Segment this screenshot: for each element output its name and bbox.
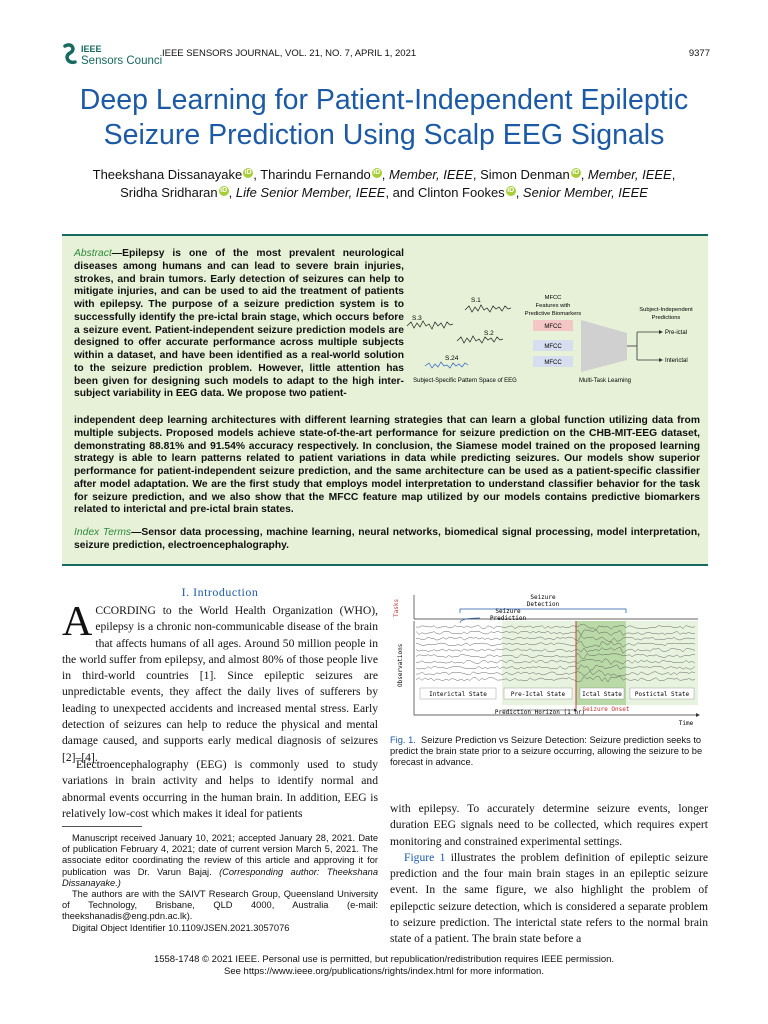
label-seizure-prediction-1: Seizure [495,608,521,615]
author-1: Theekshana Dissanayake [92,167,243,182]
footnote-doi: Digital Object Identifier 10.1109/JSEN.2021.3057076 [72,922,290,933]
axis-time: Time [678,720,694,727]
eeg-trace-s3 [407,321,453,329]
abstract-text-1: —Epilepsy is one of the most prevalent neurological diseases among humans and can lead to severe brain injuries, strokes, and brain tumors. Early detection of seizures can help to mitigate injuries, and can be used to aid the treatment of patients with epilepsy. The purpose of a seizure prediction system is to successfully identify the pre-ictal brain stage, which occurs before a seizure event. Patient-independent seizure prediction models are designed to offer accurate performance across multiple subjects within a dataset, and have been identified as a real-world solution to the seizure prediction problem. However, little attention has been given for designing such models to adapt to the high inter-subject variability in EEG data. We propose two patient- [74,248,404,400]
predictions-title-1: Subject-Independent [639,307,693,313]
abstract-label: Abstract [74,248,112,259]
mfcc-title-2: Features with [535,303,571,309]
author-list: Theekshana Dissanayake iD , Tharindu Fernando iD , Member, IEEE, Simon Denman iD , Member, IEEE, Sridha Sridharan iD , Life Senior Member, IEEE, and Clinton Fookes iD , Senior Member, IEEE [92,167,676,200]
label-preictal: Pre-ictal [665,330,688,336]
intro-paragraph-2: Electroencephalography (EEG) is commonly used to study variations in brain activity and helps to identify normal and abnormal events occurring in the human brain. In addition, EEG is relatively low-cost which makes it ideal for patients [62,758,378,820]
label-interictal-state: Interictal State [429,691,487,698]
abstract-box [62,234,708,566]
caption-pattern-space: Subject-Specific Pattern Space of EEG [413,378,517,384]
page-footer [0,954,768,977]
figure-1-label[interactable]: Fig. 1. [390,735,416,745]
caption-multi-task: Multi-Task Learning [578,378,632,384]
journal-name: IEEE SENSORS JOURNAL, VOL. 21, NO. 7, APRIL 1, 2021 [162,48,417,59]
orcid-icon[interactable]: iD [507,186,515,194]
index-terms-text: —Sensor data processing, machine learning, neural networks, biomedical signal processing, model interpretation, seizure prediction, electroencephalography. [74,527,700,551]
mfcc-title-3: Predictive Biomarkers [524,311,582,317]
right-column-paragraph-1: with epilepsy. To accurately determine seizure events, longer duration EEG signals need to be collected, which requires expert monitoring and constrained experimental settings. [390,802,708,848]
label-preictal-state: Pre-Ictal State [510,691,566,698]
abstract-column-text [74,248,404,401]
multi-task-network [581,320,627,372]
footnote-manuscript: Manuscript received January 10, 2021; accepted January 28, 2021. Date of publication February 4, 2021; date of current version March 5, 2021. The associate editor coordinating the review of this article and approving it for publication was Dr. Varun Bajaj. (Corresponding author: Theekshana Dissanayake.) [62,833,379,888]
abstract-full-width-text: independent deep learning architectures with different learning strategies that can learn a global function utilizing data from multiple subjects. Proposed models achieve state-of-the-art performance for seizure prediction on the CHB-MIT-EEG dataset, demonstrating 88.81% and 91.54% accuracy respectively. In conclusion, the Siamese model trained on the proposed learning strategy is able to learn patterns related to patient variations in data while predicting seizures. Our models show superior performance for patient-independent seizure prediction, and the same architecture can be used as a patient-specific classifier after model adaptation. We are the first study that employs model interpretation to understand classifier behavior for the task for seizure prediction, and we also show that the MFCC feature map utilized by our models contains predictive biomarkers related to interictal and pre-ictal brain states. [74,415,700,516]
right-column-text [390,801,708,948]
orcid-icon[interactable]: iD [572,168,580,176]
author-2: Tharindu Fernando [260,167,371,182]
mfcc-title-1: MFCC [544,295,562,301]
author-4-role: Life Senior Member, IEEE [235,185,386,200]
graphical-abstract-figure [405,278,705,398]
mfcc-block-1-label: MFCC [544,324,562,330]
footnotes [62,833,378,934]
title-line-1: Deep Learning for Patient-Independent Epileptic [79,84,689,116]
right-column-paragraph-2: Figure 1 illustrates the problem definition of epileptic seizure prediction and the four main brain stages in an epileptic seizure event. In the same figure, we also highlight the problem of epilepctic seizure detection, which is considered a separate problem to seizure prediction. The interictal state refers to the normal brain state of a patient. The brain state before a [390,850,708,946]
index-terms [74,527,700,553]
orcid-icon[interactable]: iD [244,168,252,176]
ieee-sensors-council-logo [62,42,162,68]
figure-1-caption-text: Seizure Prediction vs Seizure Detection: Seizure prediction seeks to predict the brain state prior to a seizure occurring, allowing the seizure to be forecast in advance. [390,735,703,767]
axis-observations: Observations [397,643,404,687]
label-s1: S.1 [471,297,481,304]
paper-title [40,83,728,153]
index-terms-label: Index Terms [74,527,132,538]
mfcc-block-3-label: MFCC [544,360,562,366]
author-5-role: Senior Member, IEEE [522,185,648,200]
author-3: Simon Denman [480,167,570,182]
figure-1-caption [390,735,708,768]
label-interictal: Interictal [665,358,688,364]
label-seizure-onset: Seizure Onset [582,706,630,713]
figure-1 [390,591,708,731]
footer-rights-link: See https://www.ieee.org/publications/rights/index.html for more information. [224,965,544,977]
eeg-trace-s1 [465,305,511,312]
footer-copyright: 1558-1748 © 2021 IEEE. Personal use is permitted, but republication/redistribution requires IEEE permission. [153,954,615,965]
footnote-affiliation: The authors are with the SAIVT Research Group, Queensland University of Technology, Brisbane, QLD 4000, Australia (e-mail: theekshanadis@eng.pdn.ac.lk). [62,889,378,922]
corresponding-author: (Corresponding author: Theekshana Dissanayake.) [62,866,379,888]
label-ictal-state: Ictal State [582,691,622,698]
drop-cap: A [62,599,93,645]
label-s24: S.24 [445,355,459,362]
label-seizure-detection-2: Detection [526,601,560,608]
axis-tasks: Tasks [393,598,400,617]
title-line-2: Seizure Prediction Using Scalp EEG Signals [103,119,665,151]
orcid-icon[interactable]: iD [220,186,228,194]
figure-1-link[interactable]: Figure 1 [404,850,446,864]
author-4: Sridha Sridharan [120,185,218,200]
author-3-role: Member, IEEE [587,167,672,182]
footnote-divider [62,826,142,827]
state-labels [420,688,694,699]
label-s2: S.2 [484,330,494,337]
intro-paragraph-1-text: CCORDING to the World Health Organization (WHO), epilepsy is a chronic non-communicable disease of the brain that affects humans of all ages. Around 50 million people in the world suffer from epilepsy, and almost 80% of those people live in third-world countries [1]. Since epileptic seizures are unpredictable events, they affect the daily lives of sufferers by leading to unexpected accidents and increased mental stress. Early detection of seizures can help to reduce the physical and mental damage caused, and supports early medical diagnosis of seizures [2]–[4]. [62,604,378,764]
seizure-detection-bracket [460,609,626,613]
mfcc-block-2-label: MFCC [544,344,562,350]
author-5: Clinton Fookes [417,185,505,200]
predictions-title-2: Predictions [651,315,681,321]
logo-line2: Sensors Council [81,55,162,67]
label-seizure-detection-1: Seizure [530,594,556,601]
eeg-trace-s24 [425,362,468,368]
label-s3: S.3 [412,315,422,322]
section-heading: I. Introduction [181,585,259,599]
label-postictal-state: Postictal State [634,691,690,698]
author-2-role: Member, IEEE [389,167,473,182]
page-number: 9377 [688,48,710,59]
intro-paragraph-1 [62,599,378,766]
label-seizure-prediction-2: Prediction [489,615,527,622]
page-header [62,40,710,68]
eeg-trace-s2 [457,336,503,343]
logo-line1: IEEE [81,44,102,54]
orcid-icon[interactable]: iD [373,168,381,176]
label-prediction-horizon: Prediction Horizon (1 hr) [494,709,586,716]
